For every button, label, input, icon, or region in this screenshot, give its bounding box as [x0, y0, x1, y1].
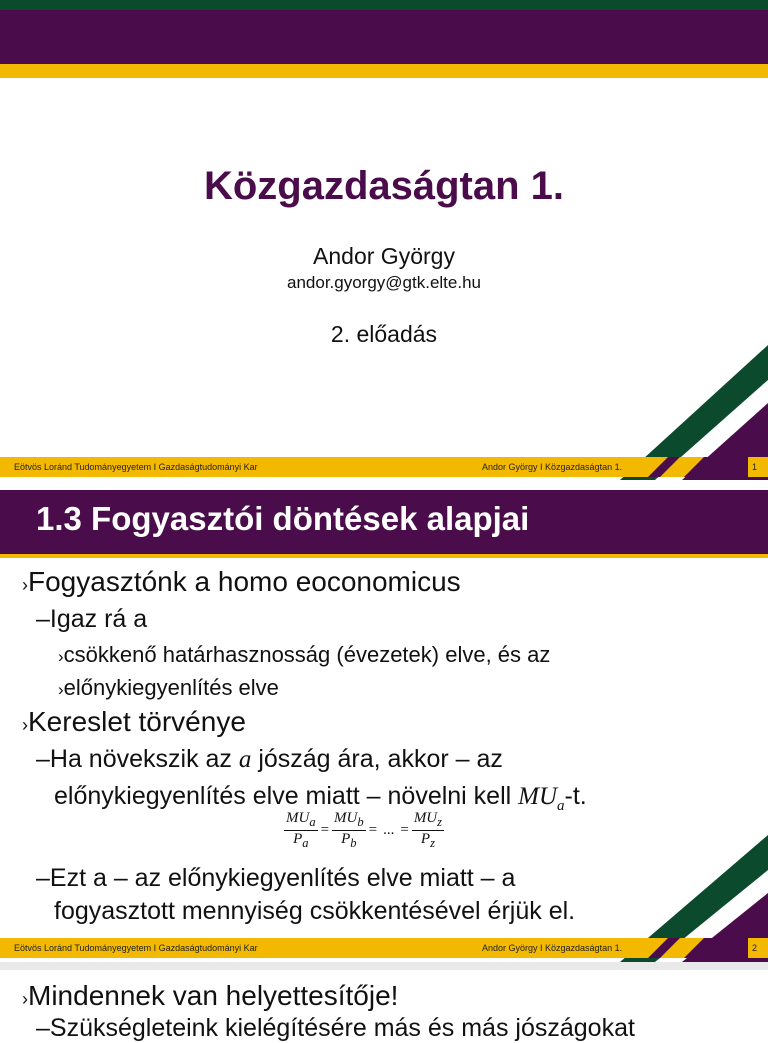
- page-number: 1: [752, 462, 758, 472]
- author-name: Andor György: [313, 243, 455, 269]
- sub-bullet-item: –Igaz rá a: [36, 605, 148, 633]
- top-yellow-bar: [0, 64, 768, 78]
- slide-separator: [0, 962, 768, 970]
- dash-marker: –: [36, 745, 50, 773]
- slide-title: Közgazdaságtan 1.: [203, 164, 565, 208]
- bullet-item: ›Kereslet törvénye: [22, 706, 246, 737]
- sub-bullet-continuation: előnykiegyenlítés elve miatt – növelni kell $MU_a-t$.: [54, 782, 587, 814]
- sub-sub-bullet-item: ›csökkenő határhasznosság (évezetek) elve, és az: [58, 642, 551, 667]
- sub-sub-bullet-item: ›előnykiegyenlítés elve: [58, 675, 279, 700]
- page-number: 2: [752, 943, 758, 953]
- footer-stripe-decoration: [636, 457, 748, 477]
- fraction-z: $\frac{MU_z}{P_z}$: [413, 810, 443, 850]
- variable-a: a: [238, 746, 252, 773]
- slide2-header: [0, 490, 768, 554]
- variable-mu: MU: [518, 783, 558, 810]
- top-green-bar: [0, 0, 768, 10]
- bullet-marker: ›: [22, 575, 28, 595]
- sub-bullet-continuation: fogyasztott mennyiség csökkentésével érjük el.: [54, 897, 576, 925]
- bullet-marker: ›: [58, 680, 64, 699]
- header-yellow-strip: [0, 554, 768, 558]
- dash-marker: –: [36, 864, 50, 892]
- sub-bullet-item-partial: –Szükségleteink kielégítésére más és más jószágokat: [36, 1014, 635, 1042]
- slide-heading: 1.3 Fogyasztói döntések alapjai: [36, 500, 530, 537]
- dash-marker: –: [36, 605, 50, 633]
- footer-institution: Eötvös Loránd Tudományegyetem I Gazdaságtudományi Kar: [14, 462, 258, 472]
- sub-bullet-item: –Ezt a – az előnykiegyenlítés elve miatt – a: [36, 864, 516, 892]
- top-purple-bar: [0, 10, 768, 64]
- footer-institution: Eötvös Loránd Tudományegyetem I Gazdaságtudományi Kar: [14, 943, 258, 953]
- footer-author-course: Andor György I Közgazdaságtan 1.: [482, 943, 623, 953]
- lecture-number: 2. előadás: [330, 321, 438, 347]
- equimarginal-formula: $\frac{MU_a}{P_a}$ = $\frac{MU_b}{P_b}$ = ... = $\frac{MU_z}{P_z}$: [286, 810, 443, 850]
- fraction-b: $\frac{MU_b}{P_b}$: [334, 810, 364, 850]
- fraction-a: $\frac{MU_a}{P_a}$: [286, 810, 316, 850]
- bullet-marker: ›: [58, 647, 64, 666]
- author-email: andor.gyorgy@gtk.elte.hu: [287, 273, 481, 292]
- sub-bullet-item: –Ha növekszik az a jószág ára, akkor – az: [36, 745, 503, 773]
- footer-stripe-decoration: [636, 938, 748, 958]
- dash-marker: –: [36, 1014, 50, 1042]
- bullet-item: ›Mindennek van helyettesítője!: [22, 980, 399, 1011]
- footer-author-course: Andor György I Közgazdaságtan 1.: [482, 462, 623, 472]
- bullet-marker: ›: [22, 715, 28, 735]
- bullet-marker: ›: [22, 989, 28, 1009]
- bullet-item: ›Fogyasztónk a homo eoconomicus: [22, 566, 461, 597]
